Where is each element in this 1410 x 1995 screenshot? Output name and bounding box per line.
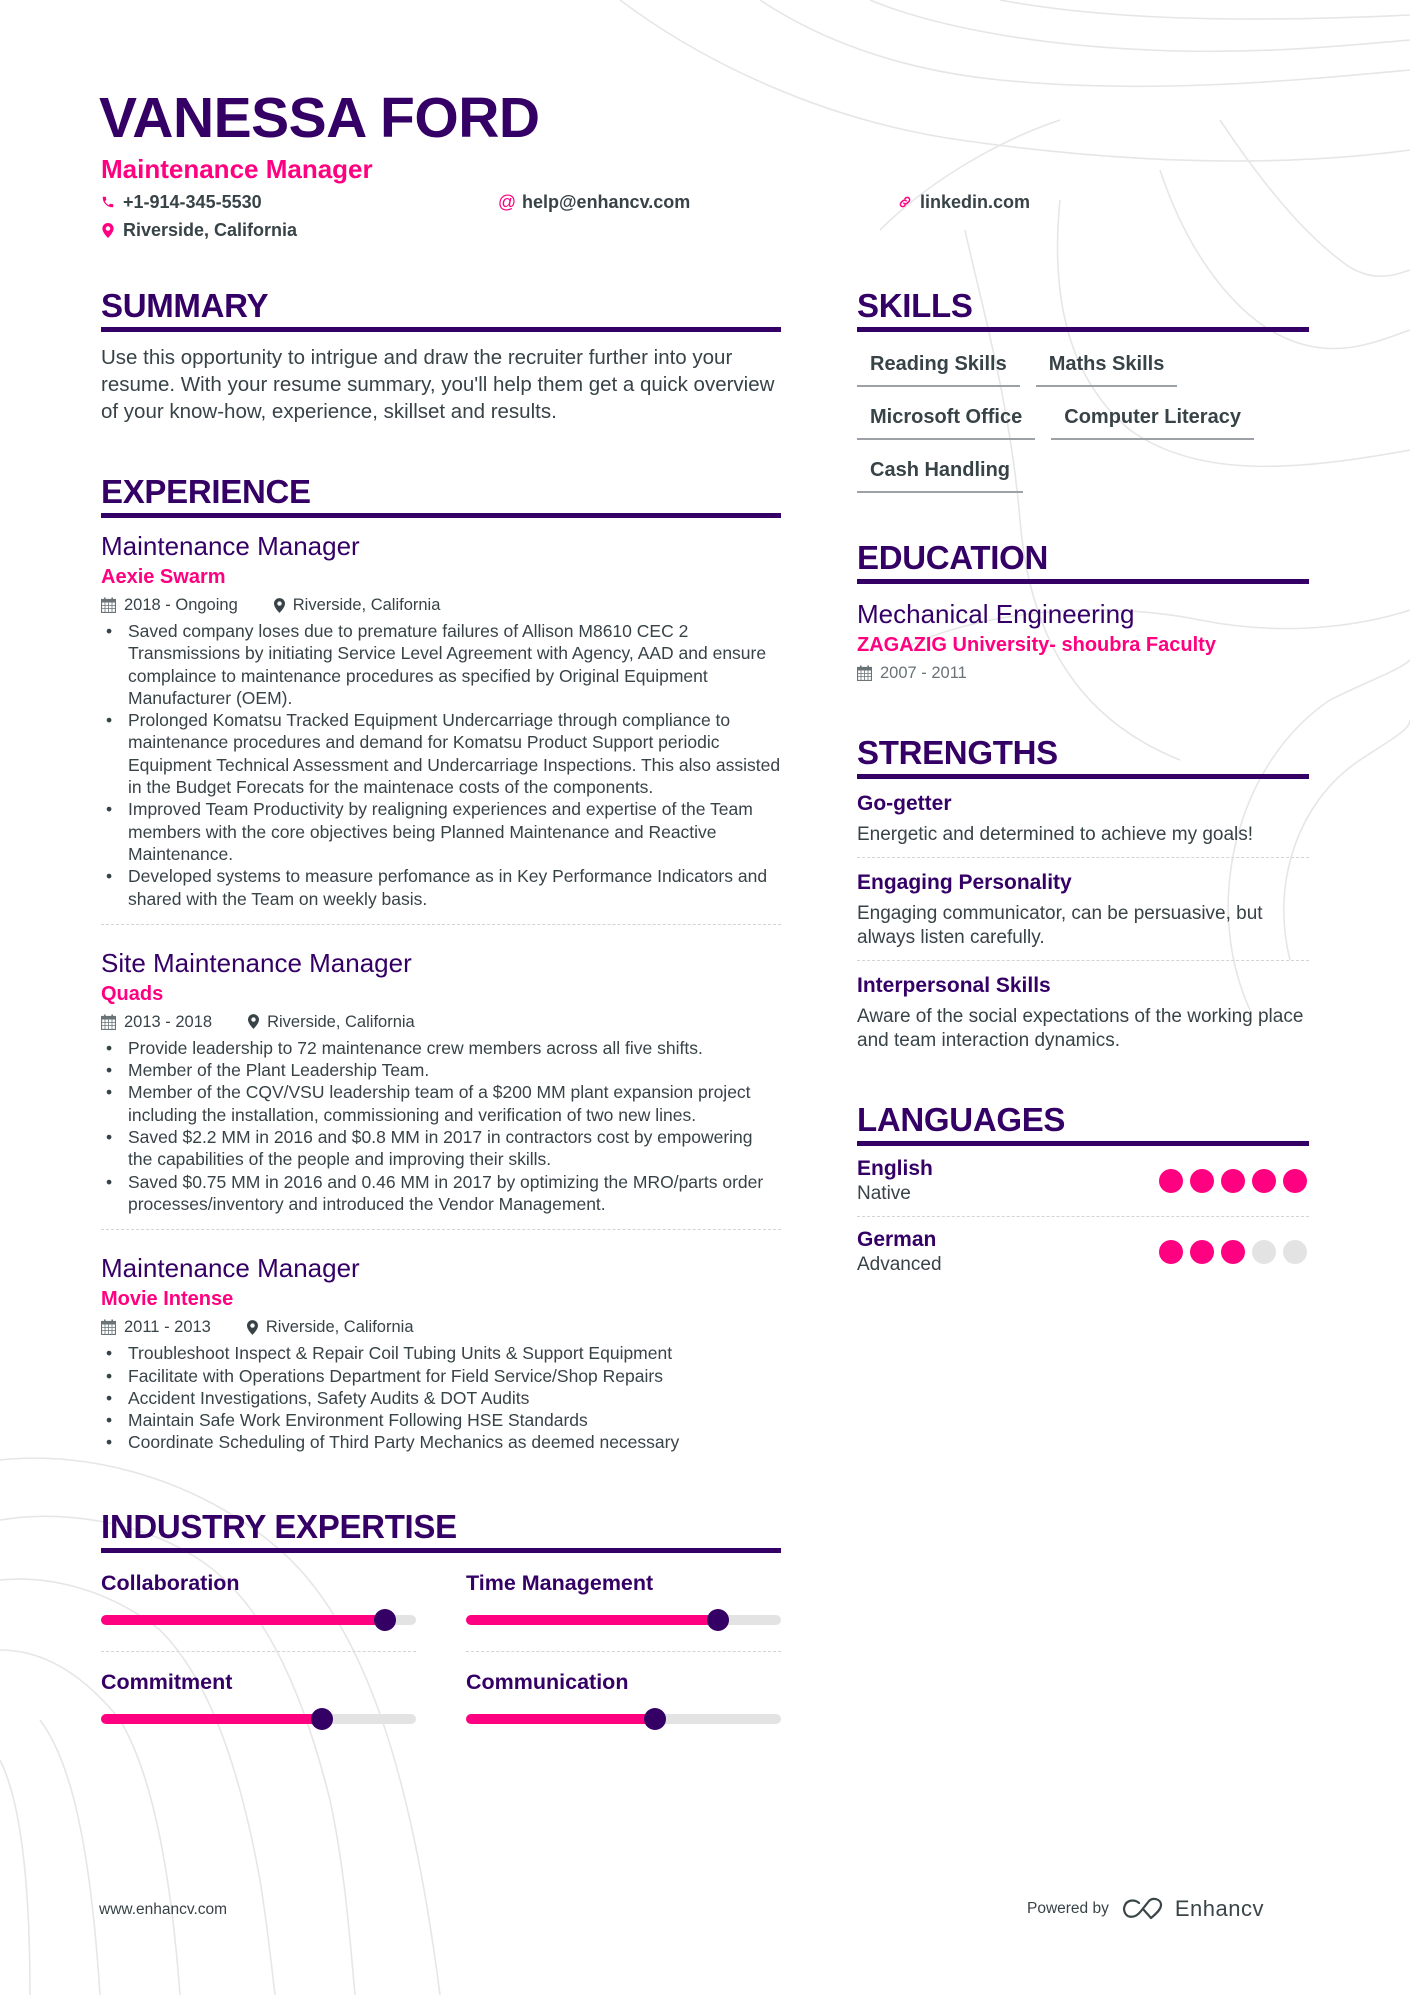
education-section xyxy=(857,539,1309,684)
enhancv-logo xyxy=(1121,1896,1264,1922)
strength-desc: Energetic and determined to achieve my goals! xyxy=(857,824,1254,845)
left-column xyxy=(101,287,781,1750)
job-meta xyxy=(101,1316,781,1338)
skills-section xyxy=(857,287,1309,505)
expertise-label: Communication xyxy=(466,1669,629,1694)
rating-dot-empty xyxy=(1252,1240,1276,1264)
job-bullet: • Facilitate with Operations Department for Field Service/Shop Repairs xyxy=(128,1365,781,1387)
experience-heading: EXPERIENCE xyxy=(101,473,781,518)
calendar-icon xyxy=(101,1014,116,1030)
language-level: Native xyxy=(857,1183,911,1204)
education-meta xyxy=(857,662,1309,684)
bar-knob xyxy=(707,1609,729,1631)
phone-icon xyxy=(101,195,115,209)
at-icon: @ xyxy=(497,192,517,212)
phone-text: +1-914-345-5530 xyxy=(123,192,262,212)
language-name: English xyxy=(857,1157,933,1180)
expertise-bar xyxy=(101,1714,416,1724)
expertise-bar xyxy=(466,1615,781,1625)
calendar-icon xyxy=(101,597,116,613)
link-icon xyxy=(898,194,912,210)
education-school: ZAGAZIG University- shoubra Faculty xyxy=(857,634,1216,656)
summary-section xyxy=(101,287,781,425)
calendar-icon xyxy=(857,665,872,681)
expertise-bar xyxy=(466,1714,781,1724)
job-bullet: • Coordinate Scheduling of Third Party Mechanics as deemed necessary xyxy=(128,1431,781,1453)
industry-expertise-section xyxy=(101,1508,781,1750)
job-bullet: • Member of the Plant Leadership Team. xyxy=(128,1059,781,1081)
expertise-grid xyxy=(101,1569,781,1750)
contact-location xyxy=(101,219,297,241)
job-bullet: • Accident Investigations, Safety Audits & DOT Audits xyxy=(128,1387,781,1409)
industry-expertise-heading: INDUSTRY EXPERTISE xyxy=(101,1508,781,1553)
bar-knob xyxy=(374,1609,396,1631)
job-meta xyxy=(101,594,781,616)
strength-title: Go-getter xyxy=(857,792,952,815)
expertise-item xyxy=(466,1569,781,1652)
job-entry xyxy=(101,530,781,935)
language-rating xyxy=(1159,1240,1307,1264)
job-company: Movie Intense xyxy=(101,1288,234,1311)
skill-tag: Cash Handling xyxy=(857,452,1023,493)
footer-website[interactable]: www.enhancv.com xyxy=(99,1901,228,1918)
location-text: Riverside, California xyxy=(123,220,298,240)
strength-title: Interpersonal Skills xyxy=(857,974,1051,997)
location-pin-icon xyxy=(274,598,285,613)
email-text: help@enhancv.com xyxy=(522,192,691,212)
expertise-item xyxy=(101,1668,416,1750)
location-pin-icon xyxy=(248,1014,259,1029)
job-bullet: • Prolonged Komatsu Tracked Equipment Undercarriage through compliance to maintenance procedures and demand for Komatsu Product Support periodic Equipment Technical Assessment and Undercarriage Inspections. This also assisted in the Budget Forecats for the maintenace costs of the components. xyxy=(128,709,781,798)
language-item xyxy=(857,1216,1309,1287)
strength-title: Engaging Personality xyxy=(857,871,1072,894)
rating-dot-filled xyxy=(1221,1240,1245,1264)
job-dates: 2011 - 2013 xyxy=(124,1318,211,1337)
right-column xyxy=(857,287,1309,1287)
contact-linkedin[interactable] xyxy=(898,191,1030,213)
job-location: Riverside, California xyxy=(267,1012,415,1031)
divider xyxy=(101,924,781,925)
rating-dot-filled xyxy=(1283,1169,1307,1193)
expertise-label: Commitment xyxy=(101,1669,233,1694)
skill-tag: Computer Literacy xyxy=(1051,399,1254,440)
skill-tag: Maths Skills xyxy=(1036,346,1178,387)
job-bullet: • Developed systems to measure perfomance as in Key Performance Indicators and shared with the Team on weekly basis. xyxy=(128,865,781,910)
location-pin-icon xyxy=(101,223,115,238)
language-level: Advanced xyxy=(857,1254,942,1275)
strength-item xyxy=(857,960,1309,1063)
powered-by-text: Powered by xyxy=(1027,1900,1109,1917)
rating-dot-filled xyxy=(1190,1240,1214,1264)
strengths-section xyxy=(857,734,1309,1063)
bar-knob xyxy=(644,1708,666,1730)
education-heading: EDUCATION xyxy=(857,539,1309,584)
language-rating xyxy=(1159,1169,1307,1193)
rating-dot-filled xyxy=(1159,1240,1183,1264)
contact-phone[interactable] xyxy=(101,191,262,213)
candidate-name: VANESSA FORD xyxy=(99,86,540,150)
rating-dot-filled xyxy=(1221,1169,1245,1193)
job-bullet: • Maintain Safe Work Environment Following HSE Standards xyxy=(128,1409,781,1431)
enhancv-logo-icon xyxy=(1121,1897,1167,1921)
job-bullet: • Saved $2.2 MM in 2016 and $0.8 MM in 2017 in contractors cost by empowering the capabilities of the people and improving their skills. xyxy=(128,1126,781,1171)
expertise-label: Time Management xyxy=(466,1570,654,1595)
job-title: Maintenance Manager xyxy=(101,531,360,561)
job-company: Quads xyxy=(101,982,164,1005)
job-bullet: • Improved Team Productivity by realigning experiences and expertise of the Team members with the core objectives being Planned Maintenance and Reactive Maintenance. xyxy=(128,798,781,865)
bar-knob xyxy=(311,1708,333,1730)
job-dates: 2018 - Ongoing xyxy=(124,596,238,614)
job-dates: 2013 - 2018 xyxy=(124,1012,213,1031)
rating-dot-filled xyxy=(1159,1169,1183,1193)
job-bullet: • Saved company loses due to premature failures of Allison M8610 CEC 2 Transmissions by initiating Service Level Agreement with Agency, AAD and ensure complaince to maintenance procedures as specified by Original Equipment Manufacturer (OEM). xyxy=(128,620,781,709)
skill-tag: Microsoft Office xyxy=(857,399,1035,440)
job-entry xyxy=(101,947,781,1240)
contact-email[interactable] xyxy=(497,191,691,213)
summary-text: Use this opportunity to intrigue and draw the recruiter further into your resume. With your resume summary, you'll help them get a quick overview of your know-how, experience, skillset and results. xyxy=(101,346,775,423)
strength-desc: Aware of the social expectations of the working place and team interaction dynamics. xyxy=(857,1006,1304,1051)
expertise-label: Collaboration xyxy=(101,1570,240,1595)
education-degree: Mechanical Engineering xyxy=(857,599,1135,629)
language-name: German xyxy=(857,1228,937,1251)
job-bullets xyxy=(101,620,781,910)
job-bullet: • Provide leadership to 72 maintenance crew members across all five shifts. xyxy=(128,1037,781,1059)
linkedin-text: linkedin.com xyxy=(920,192,1031,212)
expertise-bar xyxy=(101,1615,416,1625)
footer-branding[interactable] xyxy=(1027,1896,1264,1922)
strength-item xyxy=(857,857,1309,960)
job-bullet: • Troubleshoot Inspect & Repair Coil Tubing Units & Support Equipment xyxy=(128,1342,781,1364)
job-title: Maintenance Manager xyxy=(101,1253,360,1284)
rating-dot-empty xyxy=(1283,1240,1307,1264)
job-location: Riverside, California xyxy=(265,1318,414,1337)
expertise-item xyxy=(466,1668,781,1750)
skills-list xyxy=(857,346,1309,505)
job-location: Riverside, California xyxy=(292,596,441,614)
location-pin-icon xyxy=(247,1320,258,1335)
job-bullet: • Member of the CQV/VSU leadership team of a $200 MM plant expansion project including the installation, commissioning and verification of two new lines. xyxy=(128,1081,781,1126)
job-title: Site Maintenance Manager xyxy=(101,947,412,978)
language-item xyxy=(857,1146,1309,1216)
job-meta xyxy=(101,1011,781,1033)
job-bullet: • Saved $0.75 MM in 2016 and 0.46 MM in 2017 by optimizing the MRO/parts order processes/inventory and introduced the Vendor Management. xyxy=(128,1171,781,1216)
languages-heading: LANGUAGES xyxy=(857,1101,1309,1146)
job-bullets xyxy=(101,1037,781,1215)
expertise-item xyxy=(101,1569,416,1652)
divider xyxy=(101,1229,781,1230)
summary-heading: SUMMARY xyxy=(101,287,781,332)
job-company: Aexie Swarm xyxy=(101,566,226,588)
skills-heading: SKILLS xyxy=(857,287,1309,332)
strength-item xyxy=(857,779,1309,857)
strength-desc: Engaging communicator, can be persuasive, but always listen carefully. xyxy=(857,903,1263,948)
candidate-title: Maintenance Manager xyxy=(101,154,373,184)
rating-dot-filled xyxy=(1252,1169,1276,1193)
job-bullets xyxy=(101,1342,781,1453)
experience-section xyxy=(101,473,781,1464)
calendar-icon xyxy=(101,1319,116,1335)
skill-tag: Reading Skills xyxy=(857,346,1020,387)
brand-name: Enhancv xyxy=(1174,1896,1264,1921)
education-dates: 2007 - 2011 xyxy=(880,664,967,682)
strengths-heading: STRENGTHS xyxy=(857,734,1309,779)
languages-section xyxy=(857,1101,1309,1287)
rating-dot-filled xyxy=(1190,1169,1214,1193)
job-entry xyxy=(101,1252,781,1463)
